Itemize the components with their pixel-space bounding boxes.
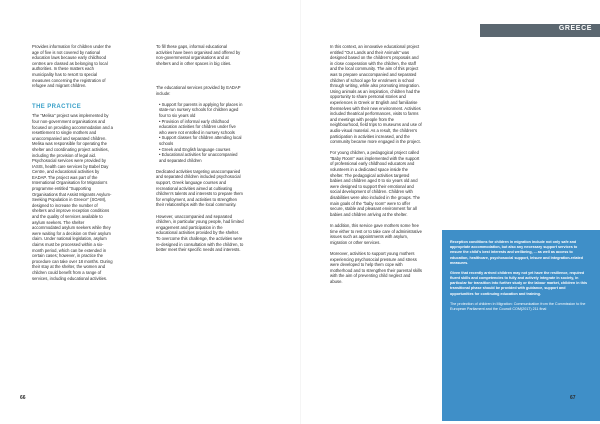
list-item: • Educational activities for unaccompanied and separated children bbox=[159, 152, 238, 163]
innovative-project-paragraph: In this context, an innovative educational project entitled "Our Lands and their Animals" was designed based on the children's proposals and in close cooperation with the children, the staff and the local community. The aim of this project was to prepare unaccompanied and separated children of school age for enrolment in school through writing, while also promoting integration. Using animals as an inspiration, children had the opportunity to share personal stories and experiences in Greek or English and familiarise themselves with their new environment. Activities included theatrical performances, visits to farms and meetings with people from the neighbourhood, field trips to museums and use of audio-visual material. As a result, the children's participation in activities increased, and the community became more engaged in the project. bbox=[330, 44, 422, 145]
page-number-right: 67 bbox=[570, 395, 576, 401]
services-list bbox=[156, 102, 244, 164]
young-mothers-paragraph: Moreover, activities to support young mothers experiencing psychosocial pressure and stress were developed to help them cope with motherhood and to strengthen their parental skills with the aim of preventing child neglect and abuse. bbox=[330, 250, 422, 284]
list-item: • Support for parents in applying for places in state-run nursery schools for children aged four to six years old bbox=[159, 101, 243, 118]
right-column-1 bbox=[330, 44, 422, 290]
list-item: • Provision of informal early childhood education activities for children under five who were not enrolled in nursery schools bbox=[159, 118, 236, 135]
quote-callout-box bbox=[442, 230, 600, 421]
list-item: • Support classes for children attending local schools bbox=[159, 135, 242, 146]
baby-room-paragraph: For young children, a pedagogical project called "Baby Room" was implemented with the support of professional early childhood educators and volunteers in a dedicated space inside the shelter. The pedagogical activities targeted babies and children aged 0 to six years old and were designed to support their emotional and social development of children. Children with disabilities were also included in the groups. The main goals of the "baby room" were to offer secure, stable and pleasant environment for all babies and children arriving at the shelter. bbox=[330, 150, 421, 217]
practice-paragraph: The "Melisa" project was implemented by four non-government organisations and focused on providing accommodation and a resettlement to single mothers and unaccompanied and separated children. Melisa was responsible for operating the shelter and coordinating project activities, including the provision of legal aid. Psychosocial services were provided by IASIS, health care services by Babel Day Centre, and educational activities by EADAP. The project was part of the International Organisation for Migration's programme entitled "Supporting Organisations that Assist Migrants Asylum-Seeking Population in Greece" (SOAM), designed to increase the number of shelters and improve reception conditions and the quality of services available to asylum seekers. The shelter accommodated asylum seekers while they were waiting for a decision on their asylum claim. Under national legislation, asylum claims must be processed within a six-month period, which can be extended in certain cases; however, in practice the procedure can take over 18 months. During their stay at the shelter, the women and children could benefit from a range of services, including educational activities. bbox=[32, 113, 114, 281]
intro-paragraph: Provides information for children under the age of five is not covered by national education laws because early childhood centres are classed as belonging to local authorities. In these matters each municipality has to resort to special measures concerning the registration of refugee and migrant children. bbox=[32, 44, 111, 89]
gaps-paragraph: To fill these gaps, informal educational activities have been organised and offered by non-governmental organisations and at shelters and in other spaces in big cities. bbox=[156, 44, 241, 66]
callout-quote-1: Reception conditions for children in migration include not only safe and appropriate accommodation, but also any necessary support services to ensure the child's best interests and wellbeing, ... as well as access to education, healthcare, psychosocial support, leisure and integration-related measures. bbox=[450, 240, 583, 265]
list-item: • Greek and English language courses bbox=[159, 146, 231, 152]
free-time-paragraph: In addition, this service gave mothers some free time either to rest or to take care of administrative issues such as appointments with asylum, migration or other services. bbox=[330, 223, 422, 245]
services-intro-paragraph: The educational services provided by EADAP include: bbox=[156, 84, 241, 96]
callout-source: The protection of children in Migration: Communication from the Commission to the European Parliament and the Council COM(2017) 211 final bbox=[450, 301, 586, 312]
country-label: GREECE bbox=[558, 25, 592, 32]
left-column-2 bbox=[156, 44, 244, 258]
callout-quote-2: Given that recently arrived children may not yet have the resilience, required fluent skills and competencies to fully and actively integrate in society, in particular for transition into further study or the labour market, children in this transitional phase should be provided with guidance, support and opportunities for continuing education and training. bbox=[450, 270, 588, 296]
country-header-band bbox=[480, 24, 600, 37]
page-number-left: 66 bbox=[20, 395, 26, 401]
engagement-paragraph: However, unaccompanied and separated children, in particular young people, had limited engagement and participation in the educational activities provided by the shelter. To overcome this challenge, the activities were re-designed in consultation with the children, to better meet their specific needs and interests. bbox=[156, 213, 244, 253]
dedicated-activities-paragraph: Dedicated activities targeting unaccompanied and separated children included psychosocial support, Greek language courses and recreational activities aimed at cultivating children's talents and interests to prepare them for employment, and activities to strengthen their relationships with the local community. bbox=[156, 168, 243, 208]
left-column-1 bbox=[32, 44, 113, 287]
section-heading-the-practice: THE PRACTICE bbox=[32, 104, 82, 111]
book-spine-shadow bbox=[300, 0, 301, 424]
